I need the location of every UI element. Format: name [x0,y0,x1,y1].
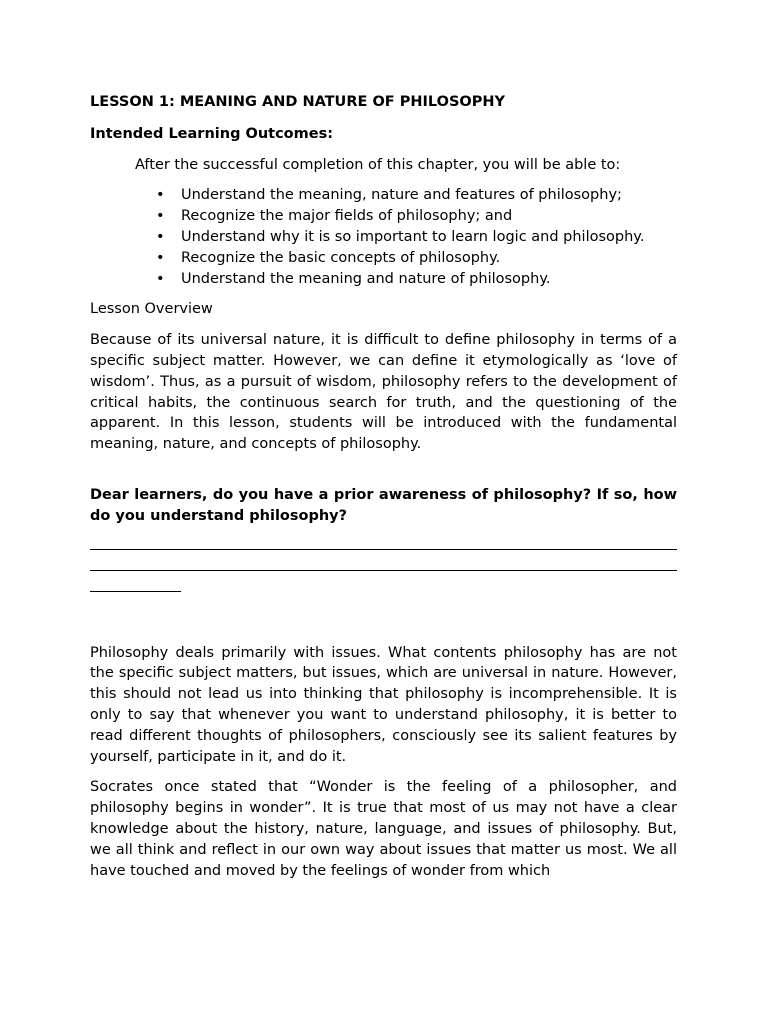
outcomes-heading: Intended Learning Outcomes: [90,125,334,142]
bullet-icon: • [156,208,165,225]
outcome-item [156,248,677,269]
bullet-icon: • [156,270,165,287]
overview-paragraph: Because of its universal nature, it is difficult to define philosophy in terms of a specific subject matter. However, we can define it etymologically as ‘love of wisdom’. Thus, as a pursuit of wisdom, philosophy refers to the development of critical habits, the continuous search for truth, and the questioning of the apparent. In this lesson, students will be introduced with the fundamental meaning, nature, and concepts of philosophy. [90,332,677,453]
bullet-icon: • [156,187,165,204]
answer-line [90,549,677,550]
outcome-text: Recognize the major fields of philosophy; and [181,208,513,225]
answer-area[interactable] [90,539,677,601]
answer-line [90,570,677,571]
lesson-title: LESSON 1: MEANING AND NATURE OF PHILOSOPHY [90,94,505,110]
document-page [90,92,677,891]
issues-paragraph: Philosophy deals primarily with issues. What contents philosophy has are not the specific subject matters, but issues, which are universal in nature. However, this should not lead us into thinking that philosophy is incomprehensible. It is only to say that whenever you want to understand philosophy, it is better to read different thoughts of philosophers, consciously see its salient features by yourself, participate in it, and do it. [90,644,677,765]
bullet-icon: • [156,249,165,266]
outcome-item [156,269,677,290]
outcomes-list [90,185,677,289]
learner-prompt: Dear learners, do you have a prior awareness of philosophy? If so, how do you understand philosophy? [90,486,677,524]
outcome-item [156,185,677,206]
overview-heading: Lesson Overview [90,301,213,318]
outcome-text: Understand why it is so important to learn logic and philosophy. [181,228,645,245]
outcome-text: Understand the meaning, nature and features of philosophy; [181,187,622,204]
socrates-paragraph: Socrates once stated that “Wonder is the feeling of a philosopher, and philosophy begins in wonder”. It is true that most of us may not have a clear knowledge about the history, nature, language, and issues of philosophy. But, we all think and reflect in our own way about issues that matter us most. We all have touched and moved by the feelings of wonder from which [90,779,677,879]
outcome-item [156,227,677,248]
bullet-icon: • [156,228,165,245]
outcome-item [156,206,677,227]
outcome-text: Recognize the basic concepts of philosophy. [181,249,501,266]
answer-line [90,591,181,592]
outcome-text: Understand the meaning and nature of philosophy. [181,270,551,287]
outcomes-intro: After the successful completion of this chapter, you will be able to: [135,156,621,173]
